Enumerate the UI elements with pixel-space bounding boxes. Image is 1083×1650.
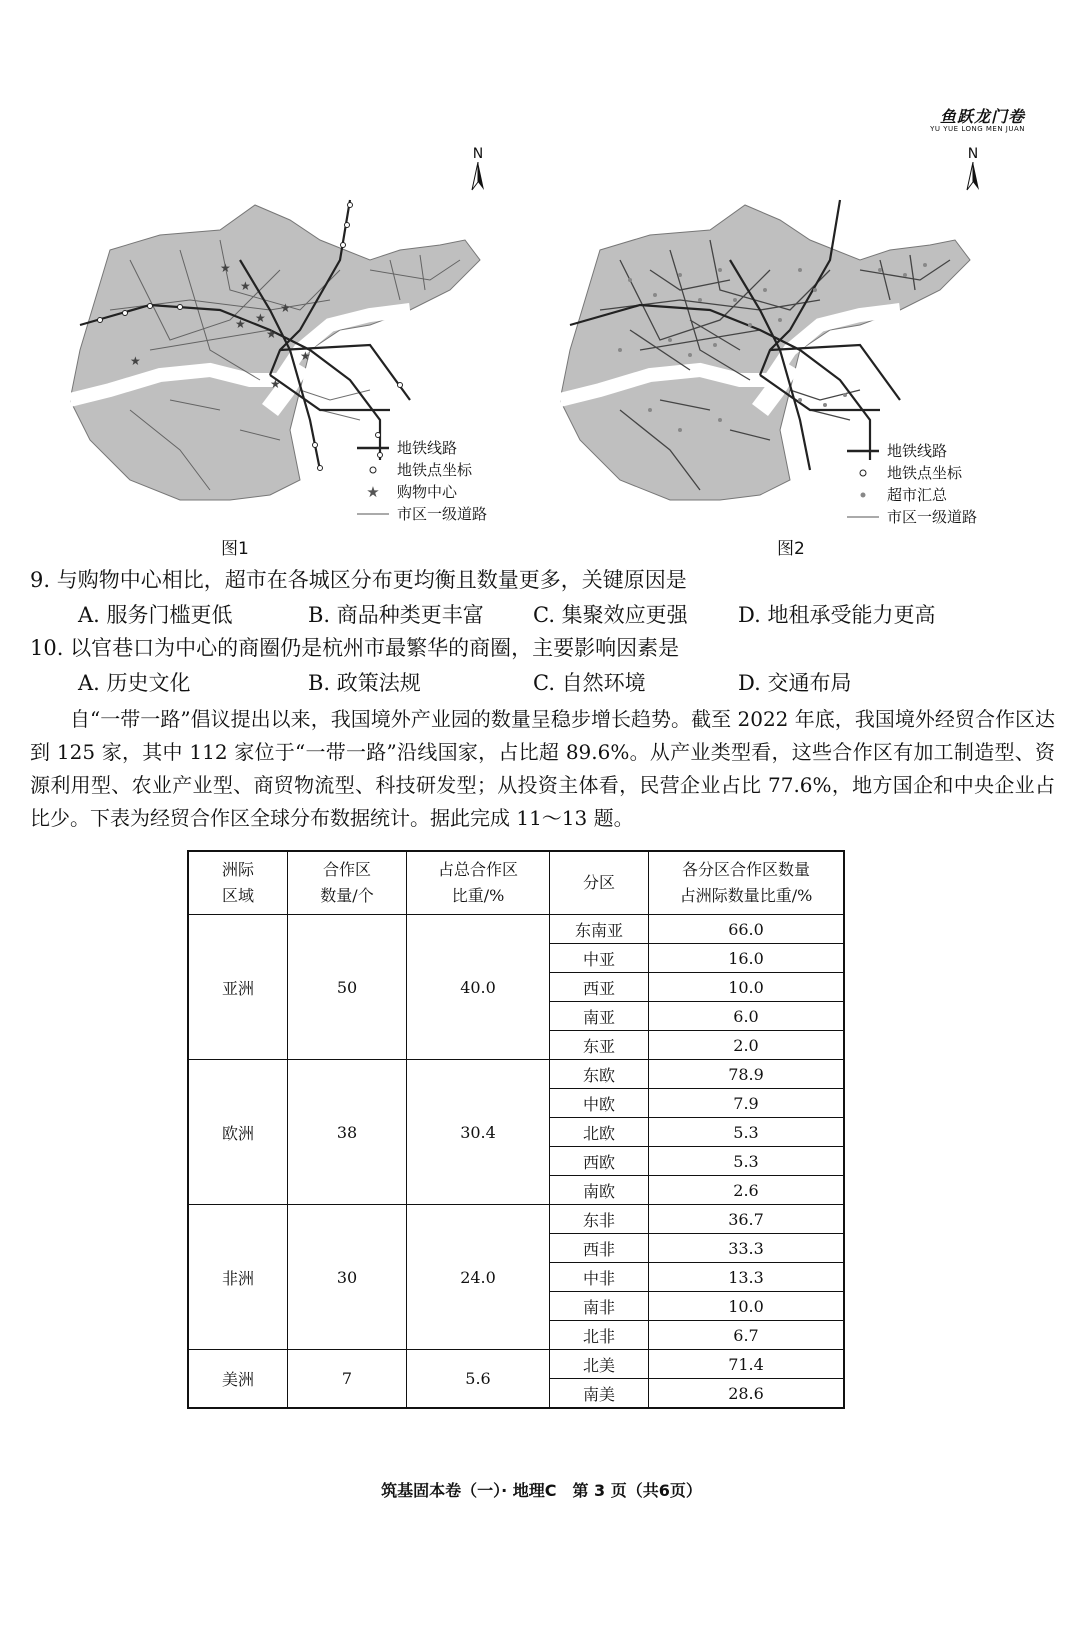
star-icon: ★ — [366, 483, 380, 501]
figure-1-caption: 图1 — [221, 539, 249, 559]
supermarket-dot-icon — [858, 490, 868, 500]
road-line-icon — [847, 515, 879, 519]
north-arrow-icon — [965, 162, 981, 192]
metro-station-icon — [858, 468, 868, 478]
subregion-cell: 中非 — [550, 1263, 649, 1292]
share-cell: 40.0 — [407, 915, 550, 1060]
table-row — [188, 1350, 844, 1379]
brand-subtitle: YU YUE LONG MEN JUAN — [930, 125, 1025, 133]
map-figure-2 — [560, 146, 1030, 590]
legend-label: 地铁点坐标 — [887, 464, 963, 482]
subregion-share-cell: 2.6 — [649, 1176, 845, 1205]
table-row — [188, 1205, 844, 1234]
subregion-cell: 西欧 — [550, 1147, 649, 1176]
figure-2-caption: 图2 — [777, 539, 805, 559]
table-header: 占总合作区 比重/% — [407, 851, 550, 915]
subregion-share-cell: 5.3 — [649, 1118, 845, 1147]
subregion-share-cell: 2.0 — [649, 1031, 845, 1060]
subregion-share-cell: 10.0 — [649, 1292, 845, 1321]
passage-text: 自“一带一路”倡议提出以来，我国境外产业园的数量呈稳步增长趋势。截至 2022 年底，我国境外经贸合作区达到 125 家，其中 112 家位于“一带一路”沿线国家，占比超 89.6%。从产业类型看，这些合作区有加工制造型、资源利用型、农业产业型、商贸物流型、科技研发型；从投资主体看，民营企业占比 77.6%，地方国企和中央企业占比少。下表为经贸合作区全球分布数据统计。据此完成 11～13 题。 — [30, 707, 1055, 830]
table-header: 合作区 数量/个 — [288, 851, 407, 915]
legend-label: 市区一级道路 — [887, 508, 978, 526]
svg-text:★: ★ — [255, 311, 266, 325]
subregion-cell: 南美 — [550, 1379, 649, 1409]
table-row — [188, 1060, 844, 1089]
subregion-cell: 中欧 — [550, 1089, 649, 1118]
q10-option-d[interactable]: D. 交通布局 — [738, 671, 852, 695]
count-cell: 30 — [288, 1205, 407, 1350]
map-2-legend — [845, 440, 977, 528]
subregion-share-cell: 5.3 — [649, 1147, 845, 1176]
svg-text:★: ★ — [235, 317, 246, 331]
subregion-cell: 北欧 — [550, 1118, 649, 1147]
legend-label: 地铁线路 — [887, 442, 948, 460]
subregion-share-cell: 6.0 — [649, 1002, 845, 1031]
svg-text:★: ★ — [266, 327, 277, 341]
question-10-stem: 10. 以官巷口为中心的商圈仍是杭州市最繁华的商圈，主要影响因素是 — [30, 636, 680, 660]
q10-option-b[interactable]: B. 政策法规 — [308, 671, 421, 695]
subregion-cell: 西非 — [550, 1234, 649, 1263]
subregion-cell: 南非 — [550, 1292, 649, 1321]
subregion-share-cell: 7.9 — [649, 1089, 845, 1118]
north-arrow-2: N — [965, 146, 981, 196]
region-cell: 亚洲 — [188, 915, 288, 1060]
page-footer: 筑基固本卷（一）· 地理C 第 3 页（共6页） — [381, 1481, 702, 1500]
table-header: 各分区合作区数量 占洲际数量比重/% — [649, 851, 845, 915]
subregion-share-cell: 33.3 — [649, 1234, 845, 1263]
subregion-share-cell: 10.0 — [649, 973, 845, 1002]
subregion-cell: 南亚 — [550, 1002, 649, 1031]
subregion-share-cell: 6.7 — [649, 1321, 845, 1350]
share-cell: 24.0 — [407, 1205, 550, 1350]
brand-name: 鱼跃龙门卷 — [939, 107, 1025, 126]
subregion-cell: 北美 — [550, 1350, 649, 1379]
q9-option-a[interactable]: A. 服务门槛更低 — [78, 603, 233, 627]
subregion-cell: 西亚 — [550, 973, 649, 1002]
q10-option-c[interactable]: C. 自然环境 — [533, 671, 646, 695]
table-body — [188, 915, 844, 1409]
map-figure-1 — [70, 146, 520, 590]
subregion-cell: 东亚 — [550, 1031, 649, 1060]
q9-option-d[interactable]: D. 地租承受能力更高 — [738, 603, 936, 627]
brand-logo — [930, 104, 1025, 133]
region-cell: 欧洲 — [188, 1060, 288, 1205]
subregion-share-cell: 28.6 — [649, 1379, 845, 1409]
q9-option-b[interactable]: B. 商品种类更丰富 — [308, 603, 484, 627]
share-cell: 30.4 — [407, 1060, 550, 1205]
question-9-stem: 9. 与购物中心相比，超市在各城区分布更均衡且数量更多，关键原因是 — [30, 568, 687, 592]
north-arrow-icon — [470, 162, 486, 192]
subregion-cell: 北非 — [550, 1321, 649, 1350]
svg-text:★: ★ — [280, 301, 291, 315]
cooperation-zone-table — [187, 850, 845, 1409]
count-cell: 7 — [288, 1350, 407, 1409]
svg-text:★: ★ — [240, 279, 251, 293]
legend-label: 地铁点坐标 — [397, 461, 473, 479]
subregion-share-cell: 71.4 — [649, 1350, 845, 1379]
count-cell: 50 — [288, 915, 407, 1060]
road-line-icon — [357, 512, 389, 516]
subregion-share-cell: 16.0 — [649, 944, 845, 973]
q9-option-c[interactable]: C. 集聚效应更强 — [533, 603, 688, 627]
svg-text:★: ★ — [300, 349, 311, 363]
region-cell: 非洲 — [188, 1205, 288, 1350]
svg-text:★: ★ — [130, 354, 141, 368]
subregion-cell: 东欧 — [550, 1060, 649, 1089]
svg-text:★: ★ — [270, 377, 281, 391]
table-row — [188, 915, 844, 944]
q10-option-a[interactable]: A. 历史文化 — [78, 671, 191, 695]
table-header: 分区 — [550, 851, 649, 915]
count-cell: 38 — [288, 1060, 407, 1205]
table-header-row — [188, 851, 844, 915]
table-header: 洲际 区域 — [188, 851, 288, 915]
svg-text:★: ★ — [220, 261, 231, 275]
subregion-share-cell: 36.7 — [649, 1205, 845, 1234]
region-cell: 美洲 — [188, 1350, 288, 1409]
metro-line-icon — [357, 446, 389, 450]
legend-label: 市区一级道路 — [397, 505, 488, 523]
metro-station-icon — [368, 465, 378, 475]
subregion-share-cell: 78.9 — [649, 1060, 845, 1089]
share-cell: 5.6 — [407, 1350, 550, 1409]
subregion-cell: 南欧 — [550, 1176, 649, 1205]
legend-label: 地铁线路 — [397, 439, 458, 457]
north-arrow-1: N — [470, 146, 486, 196]
subregion-share-cell: 66.0 — [649, 915, 845, 944]
legend-label: 购物中心 — [397, 483, 458, 501]
subregion-share-cell: 13.3 — [649, 1263, 845, 1292]
metro-line-icon — [847, 449, 879, 453]
legend-label: 超市汇总 — [887, 486, 948, 504]
subregion-cell: 东非 — [550, 1205, 649, 1234]
subregion-cell: 东南亚 — [550, 915, 649, 944]
subregion-cell: 中亚 — [550, 944, 649, 973]
map-1-legend — [355, 437, 487, 525]
